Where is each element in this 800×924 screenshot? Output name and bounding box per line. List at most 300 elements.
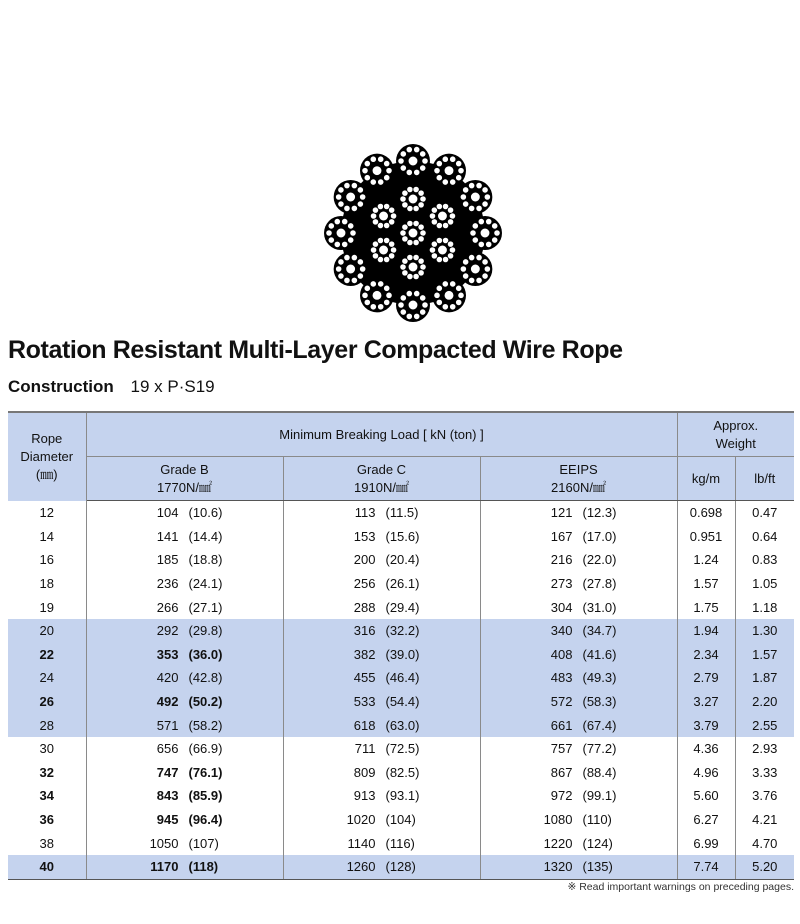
strand-wire: [468, 277, 474, 283]
eeips-kn: 1320: [543, 859, 573, 875]
grade-b-value: [133, 505, 237, 520]
eeips-ton: (22.0): [582, 552, 617, 568]
grade-b-cell: [86, 501, 283, 525]
eeips-kn: 340: [550, 623, 573, 639]
strand-wire: [486, 241, 492, 247]
strand-core-wire: [345, 192, 355, 202]
grade-b-kn: 492: [156, 694, 179, 710]
table-row: [8, 713, 794, 737]
strand-wire: [450, 179, 456, 185]
strand-wire: [468, 182, 474, 188]
strand-wire: [359, 266, 365, 272]
grade-c-cell: [283, 808, 480, 832]
strand-wire: [386, 292, 392, 298]
table-row: [8, 548, 794, 572]
lbft-header: lb/ft: [735, 457, 794, 501]
lbft-cell: 1.87: [735, 666, 794, 690]
lbft-cell: 2.20: [735, 690, 794, 714]
eeips-ton: (49.3): [582, 670, 617, 686]
kgm-cell: 0.951: [677, 525, 735, 549]
eeips-value: [527, 694, 631, 709]
grade-c-value: [330, 552, 434, 567]
strand-core-wire: [372, 290, 382, 300]
grade-c-cell: [283, 548, 480, 572]
eeips-cell: [480, 619, 677, 643]
strand-wire: [431, 219, 437, 225]
table-row: [8, 501, 794, 525]
grade-b-ton: (96.4): [188, 812, 223, 828]
strand-wire: [402, 270, 408, 276]
grade-c-cell: [283, 855, 480, 879]
grade-c-value: [330, 788, 434, 803]
grade-b-ton: (85.9): [188, 788, 223, 804]
grade-b-value: [133, 718, 237, 733]
weight-header: Approx. Weight: [677, 412, 794, 457]
grade-c-kn: 455: [353, 670, 376, 686]
strand-wire: [364, 299, 370, 305]
grade-b-value: [133, 552, 237, 567]
strand-wire: [450, 304, 456, 310]
eeips-value: [527, 623, 631, 638]
strand-wire: [462, 187, 468, 193]
grade-c-ton: (116): [385, 835, 415, 851]
grade-b-value: [133, 694, 237, 709]
grade-c-kn: 288: [353, 599, 376, 615]
eeips-ton: (77.2): [582, 741, 617, 757]
strand-wire: [436, 299, 442, 305]
grade-b-cell: [86, 619, 283, 643]
strand-wire: [442, 179, 448, 185]
grade-b-cell: [86, 690, 283, 714]
grade-c-header: Grade C 1910N/㎟: [283, 457, 480, 501]
strand-wire: [378, 156, 384, 162]
grade-b-value: [133, 647, 237, 662]
strand-wire: [429, 247, 435, 253]
grade-c-value: [330, 670, 434, 685]
strand-wire: [406, 146, 412, 152]
table-row: [8, 525, 794, 549]
grade-b-cell: [86, 713, 283, 737]
grade-b-ton: (10.6): [188, 505, 223, 521]
grade-c-kn: 1260: [346, 859, 376, 875]
diameter-cell: 19: [8, 595, 86, 619]
grade-b-ton: (42.8): [188, 670, 223, 686]
grade-c-ton: (11.5): [385, 505, 419, 521]
diameter-cell: 14: [8, 525, 86, 549]
strand-wire: [442, 304, 448, 310]
lbft-cell: 0.64: [735, 525, 794, 549]
lbft-cell: 5.20: [735, 855, 794, 879]
wire-rope-cross-section-illustration: [318, 138, 508, 328]
strand-wire: [418, 190, 424, 196]
strand-wire: [384, 160, 390, 166]
grade-b-value: [133, 623, 237, 638]
table-row: [8, 831, 794, 855]
eeips-value: [527, 812, 631, 827]
grade-b-value: [133, 741, 237, 756]
strand-wire: [348, 237, 354, 243]
grade-c-kn: 533: [353, 694, 376, 710]
eeips-kn: 661: [550, 717, 573, 733]
grade-b-value: [133, 859, 237, 874]
strand-wire: [414, 290, 420, 296]
strand-wire: [442, 222, 448, 228]
grade-b-cell: [86, 784, 283, 808]
kgm-header: kg/m: [677, 457, 735, 501]
strand-core-wire: [408, 300, 418, 310]
diameter-cell: 24: [8, 666, 86, 690]
eeips-ton: (135): [582, 859, 613, 875]
diameter-cell: 20: [8, 619, 86, 643]
kgm-cell: 0.698: [677, 501, 735, 525]
strand-wire: [482, 201, 488, 207]
eeips-header: EEIPS 2160N/㎟: [480, 457, 677, 501]
strand-wire: [370, 156, 376, 162]
grade-b-kn: 236: [156, 576, 179, 592]
grade-b-ton: (76.1): [188, 764, 223, 780]
grade-c-kn: 1140: [347, 835, 376, 851]
strand-core-wire: [408, 194, 418, 204]
grade-c-value: [330, 623, 434, 638]
strand-wire: [450, 156, 456, 162]
strand-wire: [400, 295, 406, 301]
strand-wire: [378, 304, 384, 310]
strand-wire: [388, 207, 394, 213]
grade-b-cell: [86, 737, 283, 761]
grade-b-ton: (66.9): [188, 741, 223, 757]
diameter-cell: 18: [8, 572, 86, 596]
strand-wire: [418, 258, 424, 264]
strand-wire: [357, 259, 363, 265]
grade-c-ton: (54.4): [385, 694, 420, 710]
eeips-cell: [480, 595, 677, 619]
strand-core-wire: [345, 264, 355, 274]
grade-b-kn: 1170: [150, 859, 179, 875]
strand-wire: [414, 169, 420, 175]
kgm-cell: 2.34: [677, 643, 735, 667]
strand-wire: [406, 169, 412, 175]
grade-c-ton: (46.4): [385, 670, 420, 686]
eeips-kn: 1080: [543, 812, 573, 828]
strand-wire: [413, 239, 419, 245]
table-row: [8, 808, 794, 832]
grade-c-ton: (20.4): [385, 552, 420, 568]
eeips-kn: 408: [550, 646, 573, 662]
grade-b-kn: 571: [156, 717, 179, 733]
strand-core-wire: [378, 211, 388, 221]
strand-wire: [422, 302, 428, 308]
strand-wire: [462, 201, 468, 207]
grade-c-cell: [283, 619, 480, 643]
strand-wire: [462, 259, 468, 265]
eeips-cell: [480, 784, 677, 808]
strand-wire: [335, 266, 341, 272]
strand-wire: [344, 205, 350, 211]
strand-wire: [338, 187, 344, 193]
kgm-cell: 6.27: [677, 808, 735, 832]
grade-b-kn: 420: [156, 670, 179, 686]
grade-c-kn: 113: [354, 505, 376, 521]
eeips-kn: 972: [550, 788, 573, 804]
strand-wire: [492, 223, 498, 229]
strand-wire: [400, 165, 406, 171]
strand-wire: [370, 281, 376, 287]
eeips-ton: (58.3): [582, 694, 617, 710]
grade-b-ton: (14.4): [188, 528, 223, 544]
grade-b-cell: [86, 808, 283, 832]
table-row: [8, 666, 794, 690]
grade-b-kn: 656: [156, 741, 179, 757]
grade-b-kn: 266: [156, 599, 179, 615]
grade-c-value: [330, 765, 434, 780]
eeips-cell: [480, 525, 677, 549]
strand-wire: [478, 218, 484, 224]
grade-b-value: [133, 836, 237, 851]
strand-wire: [335, 194, 341, 200]
strand-wire: [378, 281, 384, 287]
grade-b-cell: [86, 572, 283, 596]
grade-c-ton: (72.5): [385, 741, 420, 757]
strand-wire: [398, 158, 404, 164]
strand-wire: [414, 313, 420, 319]
page-title: Rotation Resistant Multi-Layer Compacted Wire Rope: [8, 336, 623, 364]
eeips-cell: [480, 666, 677, 690]
strand-wire: [456, 174, 462, 180]
grade-c-cell: [283, 713, 480, 737]
grade-b-value: [133, 600, 237, 615]
eeips-kn: 304: [550, 599, 573, 615]
eeips-kn: 572: [550, 694, 573, 710]
strand-wire: [370, 304, 376, 310]
strand-core-wire: [408, 156, 418, 166]
strand-core-wire: [408, 262, 418, 272]
grade-b-cell: [86, 525, 283, 549]
lbft-cell: 1.05: [735, 572, 794, 596]
strand-wire: [472, 237, 478, 243]
strand-wire: [342, 218, 348, 224]
grade-c-value: [330, 529, 434, 544]
lbft-cell: 2.93: [735, 737, 794, 761]
rope-spec-table: [8, 411, 794, 880]
kgm-cell: 1.75: [677, 595, 735, 619]
eeips-value: [527, 718, 631, 733]
grade-c-cell: [283, 501, 480, 525]
eeips-cell: [480, 643, 677, 667]
diameter-cell: 34: [8, 784, 86, 808]
eeips-value: [527, 741, 631, 756]
grade-c-ton: (26.1): [385, 576, 420, 592]
header-row-2: [8, 457, 794, 501]
grade-c-kn: 256: [353, 576, 376, 592]
strand-wire: [484, 266, 490, 272]
grade-c-value: [330, 718, 434, 733]
table-row: [8, 690, 794, 714]
eeips-value: [527, 552, 631, 567]
kgm-cell: 2.79: [677, 666, 735, 690]
grade-c-kn: 382: [353, 646, 376, 662]
strand-wire: [377, 237, 383, 243]
grade-b-value: [133, 765, 237, 780]
strand-wire: [348, 223, 354, 229]
lbft-cell: 0.83: [735, 548, 794, 572]
strand-wire: [434, 292, 440, 298]
diameter-cell: 16: [8, 548, 86, 572]
strand-wire: [378, 179, 384, 185]
grade-b-value: [133, 529, 237, 544]
kgm-cell: 3.79: [677, 713, 735, 737]
strand-wire: [383, 222, 389, 228]
strand-wire: [377, 203, 383, 209]
grade-b-ton: (29.8): [188, 623, 223, 639]
strand-wire: [362, 292, 368, 298]
diameter-cell: 36: [8, 808, 86, 832]
strand-wire: [407, 254, 413, 260]
strand-wire: [492, 237, 498, 243]
eeips-value: [527, 576, 631, 591]
strand-wire: [406, 290, 412, 296]
eeips-ton: (17.0): [582, 528, 617, 544]
strand-wire: [456, 285, 462, 291]
strand-wire: [436, 237, 442, 243]
diameter-cell: 38: [8, 831, 86, 855]
grade-c-kn: 316: [353, 623, 376, 639]
grade-b-ton: (50.2): [188, 694, 223, 710]
strand-wire: [407, 186, 413, 192]
strand-wire: [436, 285, 442, 291]
eeips-kn: 757: [550, 741, 573, 757]
strand-wire: [494, 230, 500, 236]
strand-wire: [460, 194, 466, 200]
strand-wire: [400, 151, 406, 157]
grade-c-kn: 153: [353, 528, 376, 544]
eeips-kn: 216: [550, 552, 573, 568]
strand-wire: [431, 253, 437, 259]
table-row: [8, 595, 794, 619]
grade-b-ton: (18.8): [188, 552, 223, 568]
strand-wire: [472, 223, 478, 229]
grade-b-kn: 104: [156, 505, 179, 521]
eeips-value: [527, 529, 631, 544]
eeips-cell: [480, 737, 677, 761]
grade-c-kn: 618: [353, 717, 376, 733]
strand-wire: [407, 220, 413, 226]
strand-wire: [338, 201, 344, 207]
grade-c-cell: [283, 831, 480, 855]
strand-wire: [456, 299, 462, 305]
kgm-cell: 4.96: [677, 761, 735, 785]
warning-note: ※ Read important warnings on preceding pages.: [567, 881, 794, 893]
eeips-cell: [480, 855, 677, 879]
strand-wire: [370, 247, 376, 253]
eeips-ton: (88.4): [582, 764, 617, 780]
eeips-value: [527, 505, 631, 520]
grade-b-kn: 843: [156, 788, 179, 804]
strand-wire: [359, 194, 365, 200]
grade-b-kn: 292: [156, 623, 179, 639]
strand-wire: [449, 247, 455, 253]
eeips-kn: 167: [550, 528, 573, 544]
grade-c-value: [330, 741, 434, 756]
strand-wire: [414, 146, 420, 152]
strand-wire: [400, 230, 406, 236]
strand-wire: [442, 281, 448, 287]
grade-c-cell: [283, 666, 480, 690]
eeips-value: [527, 647, 631, 662]
strand-wire: [420, 309, 426, 315]
lbft-cell: 4.21: [735, 808, 794, 832]
strand-wire: [342, 241, 348, 247]
strand-core-wire: [378, 245, 388, 255]
strand-core-wire: [444, 165, 454, 175]
strand-wire: [406, 313, 412, 319]
table-row: [8, 643, 794, 667]
strand-wire: [476, 182, 482, 188]
strand-wire: [400, 196, 406, 202]
grade-b-cell: [86, 831, 283, 855]
strand-wire: [402, 202, 408, 208]
grade-c-cell: [283, 572, 480, 596]
grade-b-ton: (36.0): [188, 646, 223, 662]
eeips-value: [527, 600, 631, 615]
strand-wire: [357, 273, 363, 279]
eeips-kn: 867: [550, 764, 573, 780]
grade-b-kn: 1050: [149, 835, 179, 851]
strand-wire: [482, 273, 488, 279]
strand-wire: [383, 256, 389, 262]
strand-core-wire: [372, 165, 382, 175]
strand-wire: [351, 277, 357, 283]
grade-c-value: [330, 812, 434, 827]
grade-b-cell: [86, 666, 283, 690]
table-row: [8, 619, 794, 643]
strand-wire: [338, 259, 344, 265]
grade-c-kn: 809: [353, 764, 376, 780]
construction-label: Construction: [8, 377, 114, 396]
grade-b-cell: [86, 595, 283, 619]
eeips-ton: (34.7): [582, 623, 617, 639]
eeips-ton: (41.6): [582, 646, 617, 662]
eeips-cell: [480, 501, 677, 525]
eeips-kn: 121: [550, 505, 573, 521]
strand-wire: [372, 253, 378, 259]
strand-wire: [468, 205, 474, 211]
strand-wire: [402, 236, 408, 242]
eeips-value: [527, 765, 631, 780]
strand-wire: [486, 218, 492, 224]
strand-wire: [334, 218, 340, 224]
eeips-cell: [480, 572, 677, 596]
grade-c-cell: [283, 784, 480, 808]
eeips-ton: (99.1): [582, 788, 617, 804]
strand-wire: [386, 167, 392, 173]
grade-b-ton: (58.2): [188, 717, 223, 733]
lbft-cell: 1.57: [735, 643, 794, 667]
grade-b-header: Grade B 1770N/㎟: [86, 457, 283, 501]
strand-wire: [458, 167, 464, 173]
grade-c-cell: [283, 690, 480, 714]
grade-c-value: [330, 576, 434, 591]
eeips-cell: [480, 690, 677, 714]
lbft-cell: 3.76: [735, 784, 794, 808]
strand-wire: [484, 194, 490, 200]
strand-wire: [398, 302, 404, 308]
kgm-cell: 1.94: [677, 619, 735, 643]
grade-c-value: [330, 836, 434, 851]
grade-b-value: [133, 788, 237, 803]
grade-c-value: [330, 505, 434, 520]
kgm-cell: 1.24: [677, 548, 735, 572]
grade-b-ton: (24.1): [188, 576, 223, 592]
